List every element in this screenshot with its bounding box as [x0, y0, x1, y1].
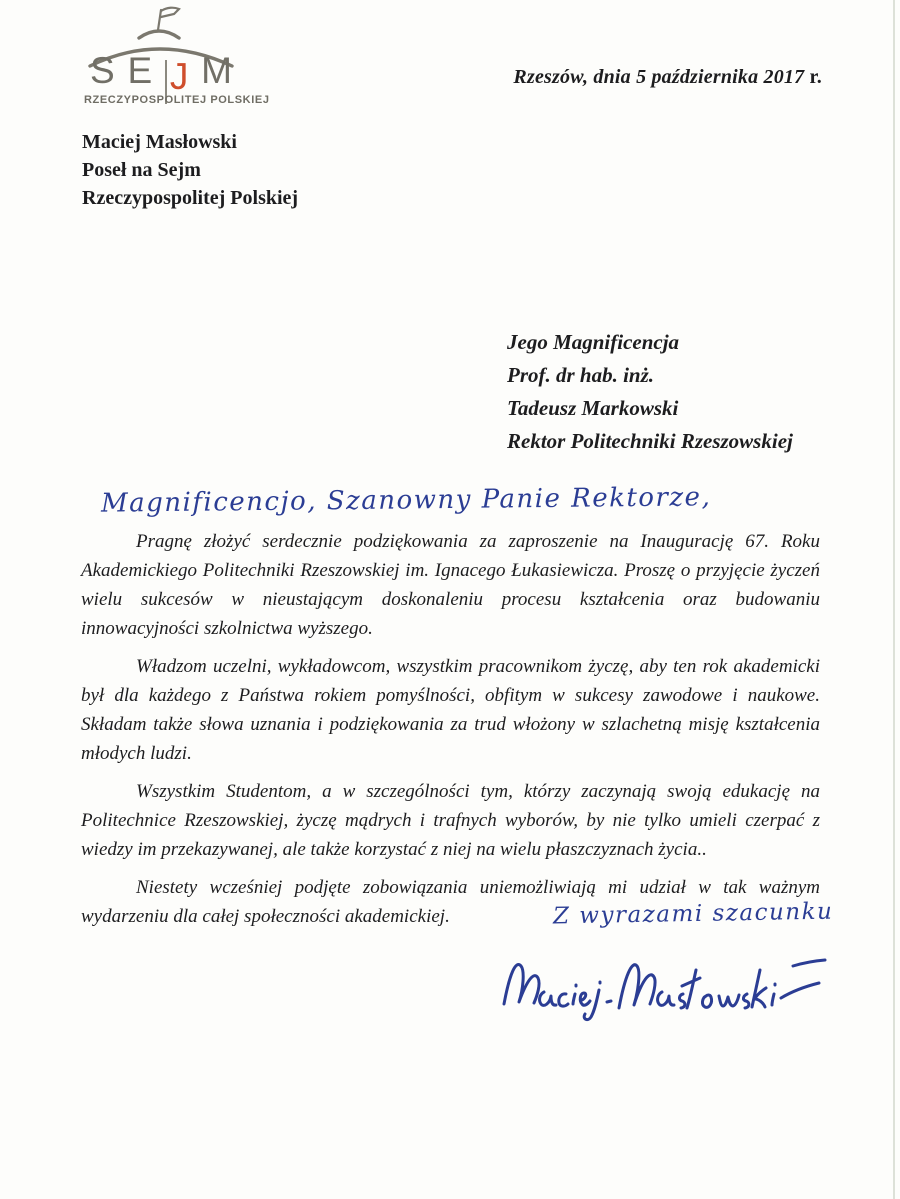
body-paragraph: Wszystkim Studentom, a w szczególności tym, którzy zaczynają swoją edukację na Politechnice Rzeszowskiej, życzę mądrych i trafnych wyborów, by nie tylko umieli czerpać z wiedzy im przekazywanej, ale także korzystać z niej na wielu płaszczyznach życia.. [81, 781, 820, 860]
logo-caption: RZECZYPOSPOLITEJ POLSKIEJ [84, 94, 270, 106]
signature-scribble [497, 938, 831, 1026]
dateline-text: Rzeszów, dnia 5 października 2017 [513, 66, 805, 88]
logo-letter-s: S [90, 50, 115, 91]
recipient-degrees: Prof. dr hab. inż. [507, 363, 655, 387]
dateline [513, 66, 822, 89]
body-paragraph: Władzom uczelni, wykładowcom, wszystkim pracownikom życzę, aby ten rok akademicki był dla każdego z Państwa rokiem pomyślności, obfitym w sukcesy zawodowe i naukowe. Składam także słowa uznania i podziękowania za trud włożony w szlachetną misję kształcenia młodych ludzi. [81, 656, 820, 764]
recipient-name: Tadeusz Markowski [507, 396, 679, 420]
recipient-block [507, 326, 793, 458]
logo-letter-j: J [165, 58, 189, 102]
recipient-honorific: Jego Magnificencja [507, 330, 680, 354]
scan-edge-artifact [893, 0, 895, 1199]
sender-institution: Rzeczypospolitej Polskiej [82, 187, 299, 209]
dome-small-arc [139, 31, 179, 38]
recipient-position: Rektor Politechniki Rzeszowskiej [507, 429, 793, 453]
sender-title: Poseł na Sejm [82, 159, 201, 181]
flag-icon [158, 8, 179, 30]
sender-block [82, 128, 298, 212]
letter-body [81, 477, 820, 940]
body-paragraph: Niestety wcześniej podjęte zobowiązania uniemożliwiają mi udział w tak ważnym wydarzeniu dla całej społeczności akademickiej. [81, 877, 820, 927]
logo-letter-m: M [201, 50, 232, 91]
closing-handwritten: Z wyrazami szacunku [552, 898, 834, 930]
logo-wordmark [90, 52, 232, 96]
salutation-handwritten: Magnificencjo, Szanowny Panie Rektorze, [100, 482, 712, 519]
sejm-logo [84, 4, 270, 116]
logo-letter-e: E [127, 50, 153, 91]
dateline-suffix: r. [804, 66, 822, 88]
sender-name: Maciej Masłowski [82, 131, 237, 153]
body-paragraph: Pragnę złożyć serdecznie podziękowania za zaproszenie na Inaugurację 67. Roku Akademickiego Politechniki Rzeszowskiej im. Ignacego Łukasiewicza. Proszę o przyjęcie życzeń wielu sukcesów w nieustającym doskonaleniu procesu kształcenia oraz budowaniu innowacyjności szkolnictwa wyższego. [81, 531, 820, 639]
